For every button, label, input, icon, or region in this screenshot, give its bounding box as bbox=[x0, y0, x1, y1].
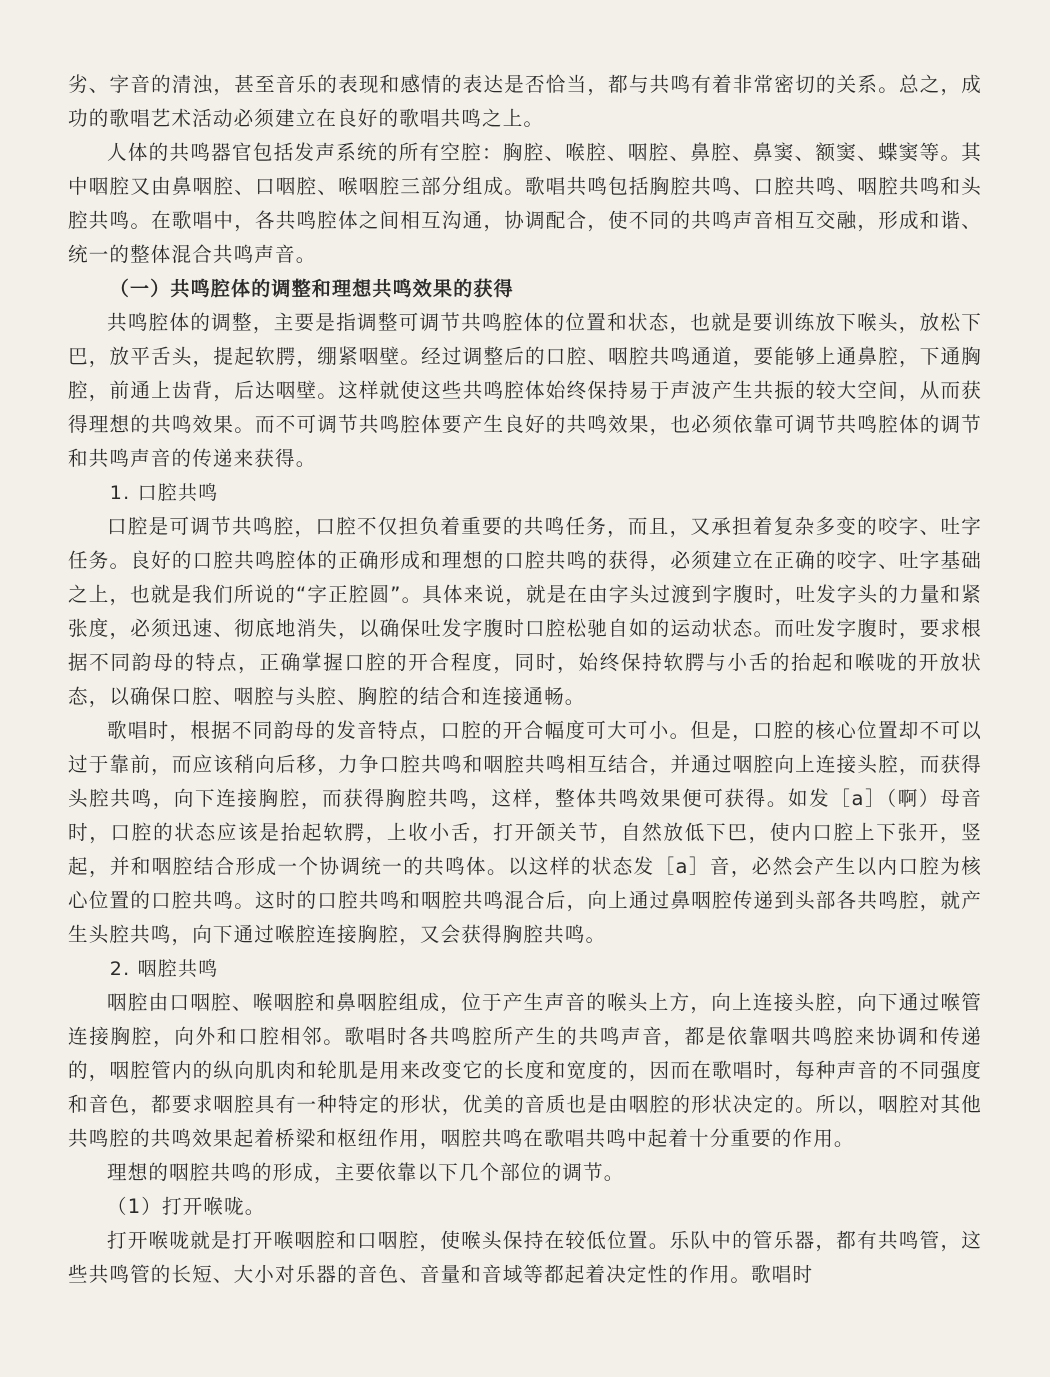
paragraph-3: 共鸣腔体的调整，主要是指调整可调节共鸣腔体的位置和状态，也就是要训练放下喉头，放松下巴，放平舌头，提起软腭，绷紧咽壁。经过调整后的口腔、咽腔共鸣通道，要能够上通鼻腔，下通胸腔，前通上齿背，后达咽壁。这样就使这些共鸣腔体始终保持易于声波产生共振的较大空间，从而获得理想的共鸣效果。而不可调节共鸣腔体要产生良好的共鸣效果，也必须依靠可调节共鸣腔体的调节和共鸣声音的传递来获得。 bbox=[68, 311, 982, 470]
subsection-heading-pharynx: 2. 咽腔共鸣 bbox=[109, 958, 219, 980]
paragraph-4: 口腔是可调节共鸣腔，口腔不仅担负着重要的共鸣任务，而且，又承担着复杂多变的咬字、吐字任务。良好的口腔共鸣腔体的正确形成和理想的口腔共鸣的获得，必须建立在正确的咬字、吐字基础之上，也就是我们所说的“字正腔圆”。具体来说，就是在由字头过渡到字腹时，吐发字头的力量和紧张度，必须迅速、彻底地消失，以确保吐发字腹时口腔松驰自如的运动状态。而吐发字腹时，要求根据不同韵母的特点，正确掌握口腔的开合程度，同时，始终保持软腭与小舌的抬起和喉咙的开放状态，以确保口腔、咽腔与头腔、胸腔的结合和连接通畅。 bbox=[68, 515, 982, 708]
paragraph-9: 打开喉咙就是打开喉咽腔和口咽腔，使喉头保持在较低位置。乐队中的管乐器，都有共鸣管，这些共鸣管的长短、大小对乐器的音色、音量和音域等都起着决定性的作用。歌唱时 bbox=[68, 1229, 982, 1286]
paragraph-2: 人体的共鸣器官包括发声系统的所有空腔：胸腔、喉腔、咽腔、鼻腔、鼻窦、额窦、蝶窦等。其中咽腔又由鼻咽腔、口咽腔、喉咽腔三部分组成。歌唱共鸣包括胸腔共鸣、口腔共鸣、咽腔共鸣和头腔共鸣。在歌唱中，各共鸣腔体之间相互沟通，协调配合，使不同的共鸣声音相互交融，形成和谐、统一的整体混合共鸣声音。 bbox=[68, 141, 982, 266]
section-heading-1: （一）共鸣腔体的调整和理想共鸣效果的获得 bbox=[109, 278, 514, 300]
paragraph-8: （1）打开喉咙。 bbox=[107, 1195, 266, 1218]
paragraph-6: 咽腔由口咽腔、喉咽腔和鼻咽腔组成，位于产生声音的喉头上方，向上连接头腔，向下通过喉管连接胸腔，向外和口腔相邻。歌唱时各共鸣腔所产生的共鸣声音，都是依靠咽共鸣腔来协调和传递的，咽腔管内的纵向肌肉和轮肌是用来改变它的长度和宽度的，因而在歌唱时，每种声音的不同强度和音色，都要求咽腔具有一种特定的形状，优美的音质也是由咽腔的形状决定的。所以，咽腔对其他共鸣腔的共鸣效果起着桥梁和枢纽作用，咽腔共鸣在歌唱共鸣中起着十分重要的作用。 bbox=[68, 991, 982, 1150]
subsection-heading-oral: 1. 口腔共鸣 bbox=[109, 482, 219, 504]
paragraph-7: 理想的咽腔共鸣的形成，主要依靠以下几个部位的调节。 bbox=[107, 1161, 625, 1184]
paragraph-1: 劣、字音的清浊，甚至音乐的表现和感情的表达是否恰当，都与共鸣有着非常密切的关系。总之，成功的歌唱艺术活动必须建立在良好的歌唱共鸣之上。 bbox=[68, 73, 982, 130]
paragraph-5: 歌唱时，根据不同韵母的发音特点，口腔的开合幅度可大可小。但是，口腔的核心位置却不可以过于靠前，而应该稍向后移，力争口腔共鸣和咽腔共鸣相互结合，并通过咽腔向上连接头腔，而获得头腔共鸣，向下连接胸腔，而获得胸腔共鸣，这样，整体共鸣效果便可获得。如发［a］（啊）母音时，口腔的状态应该是抬起软腭，上收小舌，打开颌关节，自然放低下巴，使内口腔上下张开，竖起，并和咽腔结合形成一个协调统一的共鸣体。以这样的状态发［a］音，必然会产生以内口腔为核心位置的口腔共鸣。这时的口腔共鸣和咽腔共鸣混合后，向上通过鼻咽腔传递到头部各共鸣腔，就产生头腔共鸣，向下通过喉腔连接胸腔，又会获得胸腔共鸣。 bbox=[68, 719, 982, 946]
